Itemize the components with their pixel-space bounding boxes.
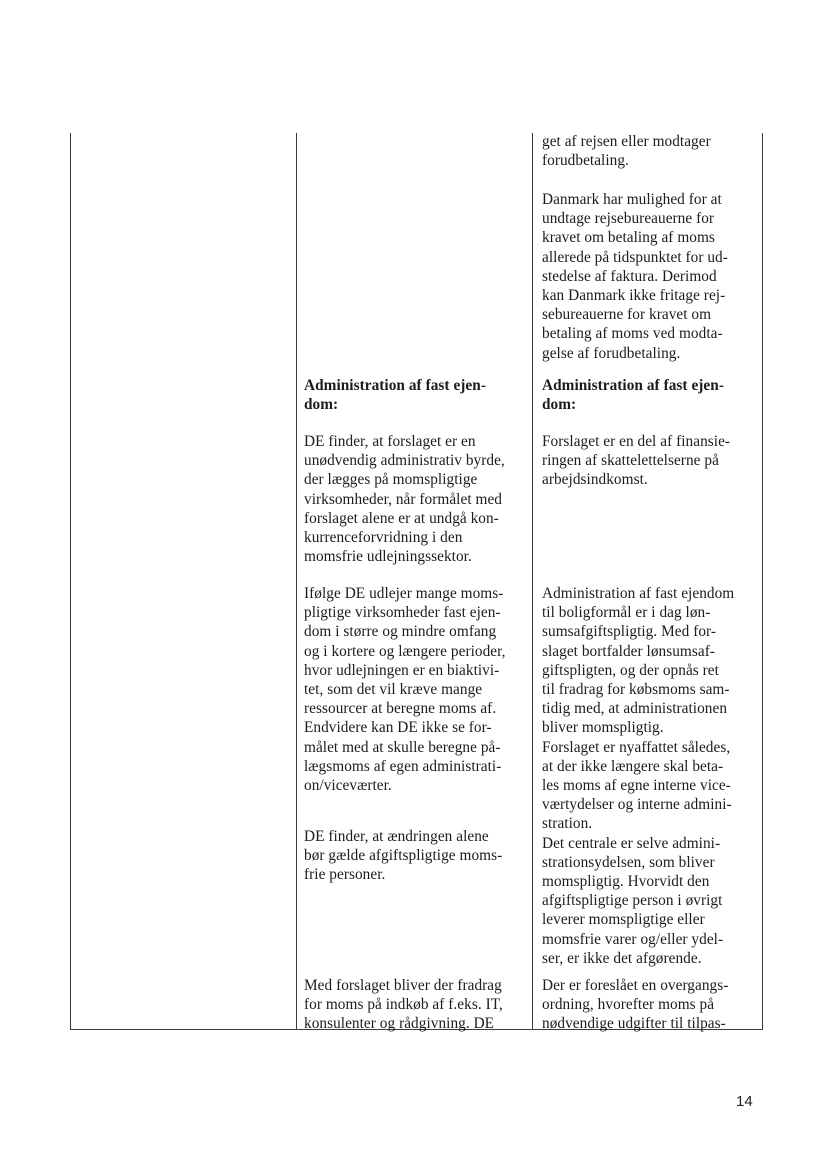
table-right-border <box>762 133 763 1030</box>
col2-paragraph-2: Ifølge DE udlejer mange moms- pligtige virksomheder fast ejen- dom i større og mindre omfang og i kortere og længere perioder, hvor udlejningen er en biaktivi- tet, som det vil kræve mange ressourcer at beregne moms af. Endvidere kan DE ikke se for- målet med at skulle beregne på- lægsmoms af egen administrati- on/viceværter. <box>304 585 506 795</box>
col3-paragraph-continued: get af rejsen eller modtager forudbetaling. <box>542 133 711 170</box>
col3-paragraph-denmark: Danmark har mulighed for at undtage rejsebureauerne for kravet om betaling af moms allerede på tidspunktet for ud- stedelse af faktura. Derimod kan Danmark ikke fritage rej- sebureauerne for kravet om betaling af moms ved modta- gelse af forudbetaling. <box>542 191 728 362</box>
col3-paragraph-2: Administration af fast ejendom til boligformål er i dag løn- sumsafgiftspligtig. Med for- slaget bortfalder lønsumsaf- giftspligten, og der opnås ret til fradrag for købsmoms sam- tidig med, at administrationen bliver momspligtig. Forslaget er nyaffattet således, at der ikke længere skal beta- les moms af egne interne vice- værtydelser og interne admini- stration. Det centrale er selve admini- strationsydelsen, som bliver momspligtig. Hvorvidt den afgiftspligtige person i øvrigt leverer momspligtige eller momsfrie varer og/eller ydel- ser, er ikke det afgørende. <box>542 585 735 967</box>
col3-section-heading: Administration af fast ejen- dom: <box>542 377 724 414</box>
table-left-border <box>70 133 71 1030</box>
col2-paragraph-1: DE finder, at forslaget er en unødvendig administrativ byrde, der lægges på momspligtige virksomheder, når formålet med forslaget alene er at undgå kon- kurrenceforvridning i den momsfrie udlejningssektor. <box>304 433 505 566</box>
col2-paragraph-3: DE finder, at ændringen alene bør gælde afgiftspligtige moms- frie personer. <box>304 828 503 884</box>
col2-paragraph-4: Med forslaget bliver der fradrag for moms på indkøb af f.eks. IT, konsulenter og rådgivning. DE <box>304 977 503 1033</box>
column-divider-2 <box>532 133 533 1030</box>
col3-paragraph-3: Der er foreslået en overgangs- ordning, hvorefter moms på nødvendige udgifter til tilpas- <box>542 977 729 1033</box>
page-number: 14 <box>736 1093 753 1110</box>
column-divider-1 <box>296 133 297 1030</box>
col2-section-heading: Administration af fast ejen- dom: <box>304 377 486 414</box>
col3-paragraph-1: Forslaget er en del af finansie- ringen af skattelettelserne på arbejdsindkomst. <box>542 433 731 489</box>
